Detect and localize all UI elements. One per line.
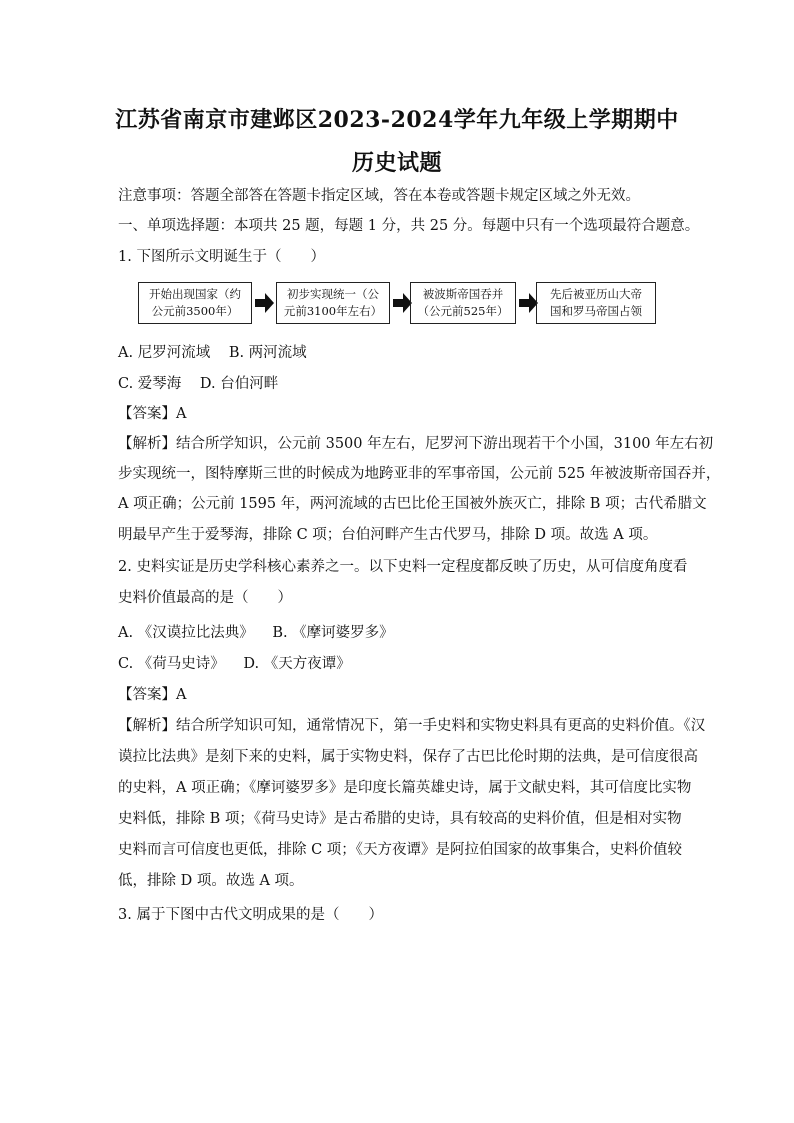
question-2-analysis-line: 的史料，A 项正确；《摩诃婆罗多》是印度长篇英雄史诗，属于文献史料，其可信度比实物 [118, 780, 692, 796]
question-2-analysis-line: 低，排除 D 项。故选 A 项。 [118, 873, 304, 889]
question-1-analysis-line: 【解析】结合所学知识，公元前 3500 年左右，尼罗河下游出现若干个小国，3100 年左右初 [118, 436, 714, 452]
civilization-flowchart [138, 282, 658, 326]
question-2-analysis-line: 【解析】结合所学知识可知，通常情况下，第一手史料和实物史料具有更高的史料价值。《汉 [118, 718, 706, 734]
option-d: D. 台伯河畔 [199, 376, 279, 392]
option-a: A. 《汉谟拉比法典》 [118, 625, 254, 641]
question-2-analysis-line: 史料低，排除 B 项；《荷马史诗》是古希腊的史诗，具有较高的史料价值，但是相对实物 [118, 811, 682, 827]
question-3-stem: 3. 属于下图中古代文明成果的是（ ） [118, 907, 383, 923]
question-2-stem: 2. 史料实证是历史学科核心素养之一。以下史料一定程度都反映了历史，从可信度角度看 [118, 559, 688, 575]
question-1-options-cd [118, 374, 678, 394]
exam-subject: 历史试题 [351, 150, 442, 176]
question-2-analysis-line: 史料而言可信度也更低，排除 C 项；《天方夜谭》是阿拉伯国家的故事集合，史料价值较 [118, 842, 683, 858]
question-1-analysis-line: 明最早产生于爱琴海，排除 C 项；台伯河畔产生古代罗马，排除 D 项。故选 A 项。 [118, 527, 658, 543]
question-1-analysis-line: 步实现统一，图特摩斯三世的时候成为地跨亚非的军事帝国，公元前 525 年被波斯帝国吞并， [118, 466, 721, 482]
flow-box-1: 开始出现国家（约 公元前3500年） [138, 282, 252, 324]
flow-box-4: 先后被亚历山大帝 国和罗马帝国占领 [536, 282, 656, 324]
question-1-stem: 1. 下图所示文明诞生于（ ） [118, 249, 325, 265]
question-1-answer: 【答案】A [118, 406, 187, 422]
option-a: A. 尼罗河流域 [118, 345, 211, 361]
section-heading: 一、单项选择题：本项共 25 题，每题 1 分，共 25 分。每题中只有一个选项最符合题意。 [118, 218, 700, 234]
question-2-options-cd [118, 654, 678, 674]
question-1-options-ab [118, 343, 678, 363]
option-b: B. 《摩诃婆罗多》 [272, 625, 394, 641]
question-2-options-ab [118, 623, 678, 643]
option-c: C. 《荷马史诗》 [118, 656, 225, 672]
question-2-answer: 【答案】A [118, 687, 187, 703]
exam-title: 江苏省南京市建邺区2023-2024学年九年级上学期期中 [115, 107, 679, 133]
question-1-analysis-line: A 项正确；公元前 1595 年，两河流域的古巴比伦王国被外族灭亡，排除 B 项；古代希腊文 [118, 496, 707, 512]
flow-box-3: 被波斯帝国吞并 （公元前525年） [410, 282, 516, 324]
flow-box-2: 初步实现统一（公 元前3100年左右） [276, 282, 390, 324]
question-2-stem: 史料价值最高的是（ ） [118, 590, 292, 606]
option-b: B. 两河流域 [228, 345, 307, 361]
option-c: C. 爱琴海 [118, 376, 182, 392]
question-2-analysis-line: 谟拉比法典》是刻下来的史料，属于实物史料，保存了古巴比伦时期的法典，是可信度很高 [118, 749, 698, 765]
option-d: D. 《天方夜谭》 [243, 656, 351, 672]
notice: 注意事项：答题全部答在答题卡指定区域，答在本卷或答题卡规定区域之外无效。 [118, 188, 640, 204]
